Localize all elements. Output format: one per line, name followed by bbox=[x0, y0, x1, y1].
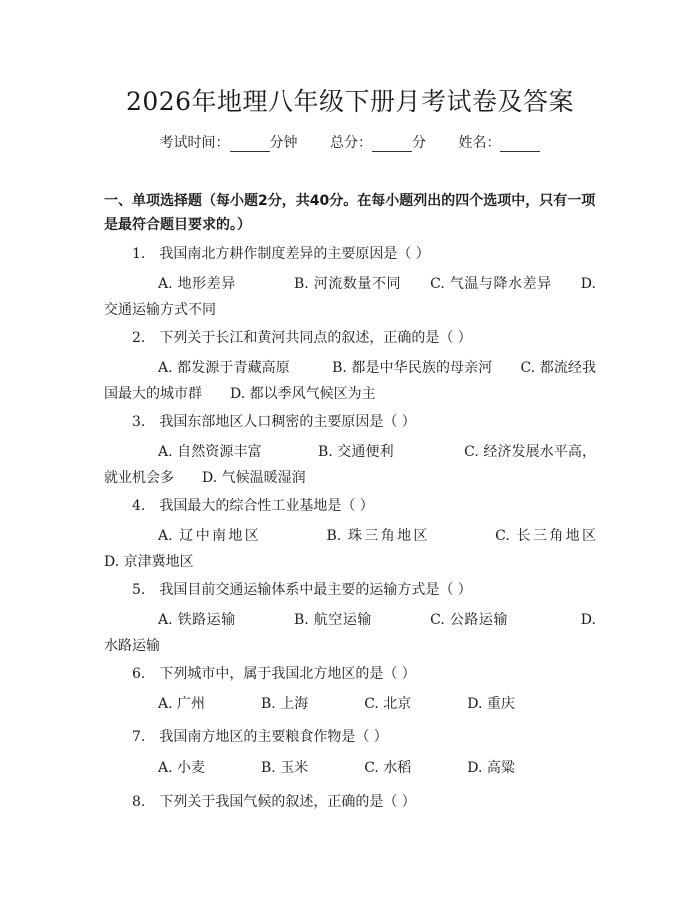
question-stem: 5. 我国目前交通运输体系中最主要的运输方式是（ ） bbox=[132, 582, 472, 598]
score-blank bbox=[372, 139, 412, 152]
question-stem: 4. 我国最大的综合性工业基地是（ ） bbox=[132, 498, 374, 514]
name-field bbox=[458, 132, 540, 152]
question-options: A. 辽中南地区 B. 珠三角地区 C. 长三角地区 D. 京津冀地区 bbox=[104, 528, 666, 570]
question-options: A. 铁路运输 B. 航空运输 C. 公路运输 D. 水路运输 bbox=[104, 612, 596, 654]
question-stem: 3. 我国东部地区人口稠密的主要原因是（ ） bbox=[132, 414, 416, 430]
page-title: 2026年地理八年级下册月考试卷及答案 bbox=[125, 87, 575, 116]
time-blank bbox=[230, 139, 270, 152]
score-label: 总分： bbox=[330, 135, 372, 151]
question-options: A. 小麦 B. 玉米 C. 水稻 D. 高粱 bbox=[158, 760, 515, 776]
name-label: 姓名： bbox=[458, 135, 501, 151]
time-label: 考试时间： bbox=[159, 135, 230, 151]
time-unit: 分钟 bbox=[269, 135, 298, 151]
question-options: A. 地形差异 B. 河流数量不同 C. 气温与降水差异 D. 交通运输方式不同 bbox=[104, 276, 596, 318]
score-field bbox=[330, 132, 426, 152]
question-stem: 1. 我国南北方耕作制度差异的主要原因是（ ） bbox=[132, 246, 430, 262]
question-stem: 6. 下列城市中，属于我国北方地区的是（ ） bbox=[132, 666, 416, 682]
question-stem: 7. 我国南方地区的主要粮食作物是（ ） bbox=[132, 729, 388, 745]
question-options: A. 广州 B. 上海 C. 北京 D. 重庆 bbox=[158, 696, 515, 712]
question-stem: 8. 下列关于我国气候的叙述，正确的是（ ） bbox=[132, 794, 416, 810]
question-options: A. 自然资源丰富 B. 交通便利 C. 经济发展水平高，就业机会多 D. 气候温暖湿润 bbox=[104, 444, 596, 486]
question-options: A. 都发源于青藏高原 B. 都是中华民族的母亲河 C. 都流经我国最大的城市群 D. 都以季风气候区为主 bbox=[104, 360, 596, 402]
score-unit: 分 bbox=[412, 135, 426, 151]
section-heading: 一、单项选择题（每小题2分，共40分。在每小题列出的四个选项中，只有一项是最符合题目要求的。） bbox=[104, 193, 596, 233]
exam-info bbox=[0, 132, 700, 152]
time-field bbox=[160, 132, 298, 152]
question-stem: 2. 下列关于长江和黄河共同点的叙述，正确的是（ ） bbox=[132, 330, 472, 346]
name-blank bbox=[500, 139, 540, 152]
